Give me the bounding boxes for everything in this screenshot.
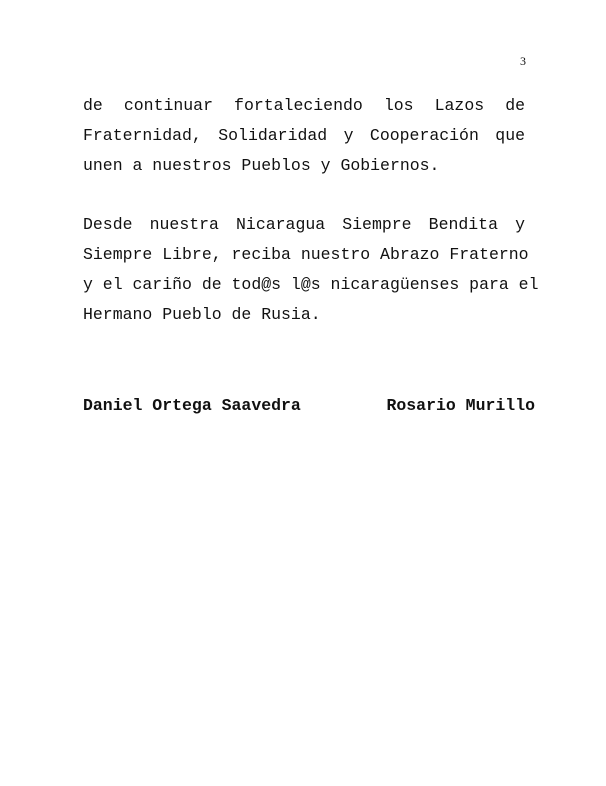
- paragraph-line: unen a nuestros Pueblos y Gobiernos.: [83, 156, 440, 175]
- signature-right: Rosario Murillo: [386, 396, 535, 415]
- paragraph-1: [83, 91, 525, 181]
- paragraph-line: Desde nuestra Nicaragua Siempre Bendita y: [83, 215, 525, 234]
- paragraph-line: Siempre Libre, reciba nuestro Abrazo Fraterno: [83, 245, 529, 264]
- paragraph-line: y el cariño de tod@s l@s nicaragüenses para el: [83, 275, 539, 294]
- signature-left: Daniel Ortega Saavedra: [83, 396, 301, 415]
- paragraph-line: de continuar fortaleciendo los Lazos de: [83, 96, 525, 115]
- paragraph-line: Hermano Pueblo de Rusia.: [83, 305, 321, 324]
- page-number: 3: [520, 54, 526, 68]
- paragraph-2: [83, 210, 539, 330]
- paragraph-line: Fraternidad, Solidaridad y Cooperación que: [83, 126, 525, 145]
